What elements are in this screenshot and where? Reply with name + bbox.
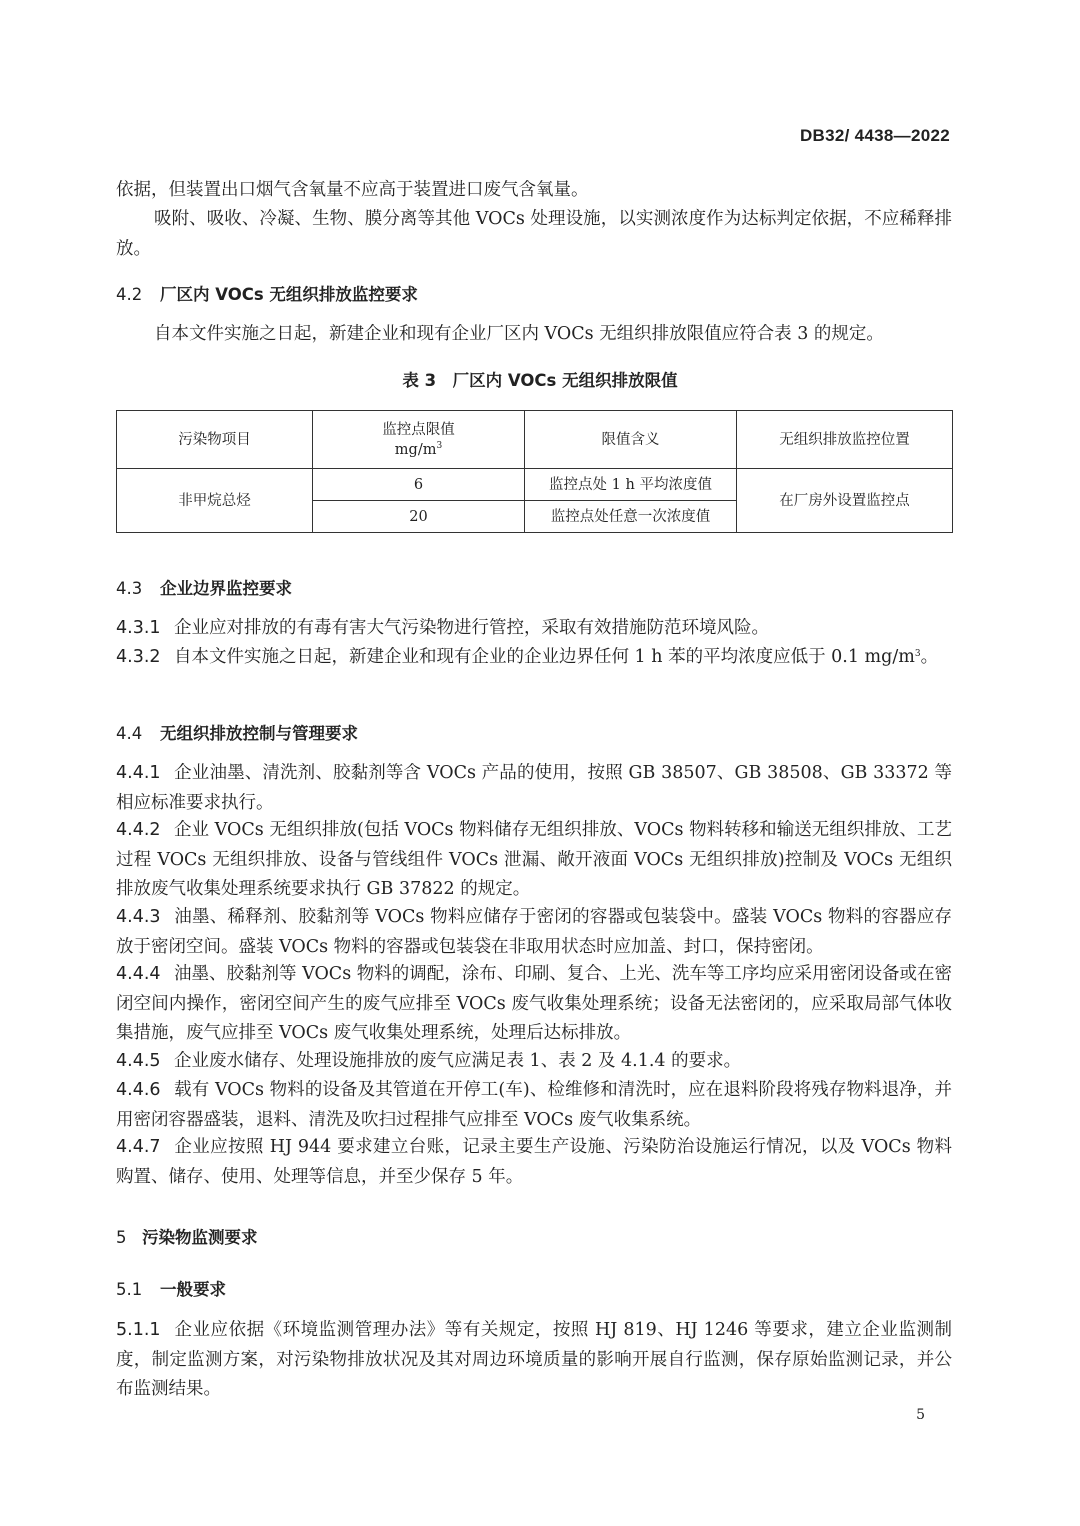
header-pollutant: 污染物项目 — [117, 411, 313, 469]
unit-text: mg/m — [394, 441, 437, 458]
clause-4-3-2 — [116, 643, 952, 673]
page-number: 5 — [916, 1407, 925, 1423]
section-title: 无组织排放控制与管理要求 — [160, 724, 358, 743]
clause-5-1-1 — [116, 1316, 952, 1405]
limit-value-cell: 6 — [313, 469, 525, 501]
clause-text: 企业应按照 HJ 944 要求建立台账，记录主要生产设施、污染防治设施运行情况，以及 VOCs 物料购置、储存、使用、处理等信息，并至少保存 5 年。 — [116, 1137, 952, 1187]
clause-number: 4.4.3 — [116, 907, 161, 927]
header-location: 无组织排放监控位置 — [737, 411, 953, 469]
table-caption: 表 3 厂区内 VOCs 无组织排放限值 — [402, 371, 678, 390]
limit-value-cell: 20 — [313, 501, 525, 533]
section-title: 一般要求 — [160, 1280, 226, 1299]
clause-text: 企业应对排放的有毒有害大气污染物进行管控，采取有效措施防范环境风险。 — [174, 618, 769, 638]
section-4-2-heading — [116, 281, 418, 305]
clause-text: 企业应依据《环境监测管理办法》等有关规定，按照 HJ 819、HJ 1246 等要求，建立企业监测制度，制定监测方案，对污染物排放状况及其对周边环境质量的影响开展自行监测，保存原始监测记录，并公布监测结果。 — [116, 1320, 952, 1399]
section-title: 厂区内 VOCs 无组织排放监控要求 — [160, 285, 418, 304]
section-number: 4.3 — [116, 579, 143, 598]
clause-text: 企业 VOCs 无组织排放(包括 VOCs 物料储存无组织排放、VOCs 物料转移和输送无组织排放、工艺过程 VOCs 无组织排放、设备与管线组件 VOCs 泄漏、敞开液面 VOCs 无组织排放)控制及 VOCs 无组织排放废气收集处理系统要求执行 GB 37822 的规定。 — [116, 820, 952, 899]
clause-4-4-3 — [116, 903, 952, 962]
limit-meaning-cell: 监控点处任意一次浓度值 — [525, 501, 737, 533]
header-limit-unit — [313, 440, 524, 460]
section-number: 4.2 — [116, 285, 143, 304]
location-cell: 在厂房外设置监控点 — [737, 469, 953, 533]
clause-text: 企业油墨、清洗剂、胶黏剂等含 VOCs 产品的使用，按照 GB 38507、GB 38508、GB 33372 等相应标准要求执行。 — [116, 763, 952, 813]
section-number: 5 — [116, 1228, 127, 1247]
section-title: 企业边界监控要求 — [160, 579, 292, 598]
clause-number: 4.3.1 — [116, 618, 161, 638]
section-5-heading — [116, 1224, 258, 1248]
clause-number: 4.4.7 — [116, 1137, 161, 1157]
clause-number: 5.1.1 — [116, 1320, 161, 1340]
clause-number: 4.3.2 — [116, 647, 161, 667]
clause-text: 自本文件实施之日起，新建企业和现有企业的企业边界任何 1 h 苯的平均浓度应低于 0.1 mg/m — [174, 647, 915, 667]
clause-number: 4.4.5 — [116, 1051, 161, 1071]
clause-number: 4.4.2 — [116, 820, 161, 840]
clause-4-4-6 — [116, 1076, 952, 1135]
table-row — [117, 469, 953, 501]
header-limit-label: 监控点限值 — [382, 421, 455, 438]
unit-superscript: 3 — [914, 649, 921, 659]
header-limit — [313, 411, 525, 469]
limit-meaning-cell: 监控点处 1 h 平均浓度值 — [525, 469, 737, 501]
section-4-2-text: 自本文件实施之日起，新建企业和现有企业厂区内 VOCs 无组织排放限值应符合表 3 的规定。 — [154, 324, 884, 344]
clause-number: 4.4.4 — [116, 964, 161, 984]
section-4-4-heading — [116, 720, 358, 744]
clause-4-4-5 — [116, 1047, 952, 1077]
clause-tail: 。 — [920, 647, 939, 667]
clause-text: 企业废水储存、处理设施排放的废气应满足表 1、表 2 及 4.1.4 的要求。 — [174, 1051, 742, 1071]
unit-superscript: 3 — [436, 440, 443, 451]
intro-continuation: 依据，但装置出口烟气含氧量不应高于装置进口废气含氧量。 — [116, 180, 589, 200]
clause-4-4-2 — [116, 816, 952, 905]
emission-limit-table — [116, 410, 953, 533]
clause-number: 4.4.1 — [116, 763, 161, 783]
section-4-3-heading — [116, 575, 292, 599]
section-number: 4.4 — [116, 724, 143, 743]
clause-4-3-1 — [116, 614, 952, 644]
clause-4-4-1 — [116, 759, 952, 818]
pollutant-cell: 非甲烷总烃 — [117, 469, 313, 533]
clause-4-4-4 — [116, 960, 952, 1049]
section-number: 5.1 — [116, 1280, 143, 1299]
clause-text: 载有 VOCs 物料的设备及其管道在开停工(车)、检维修和清洗时，应在退料阶段将残存物料退净，并用密闭容器盛装，退料、清洗及吹扫过程排气应排至 VOCs 废气收集系统。 — [116, 1080, 952, 1130]
header-meaning: 限值含义 — [525, 411, 737, 469]
clause-text: 油墨、胶黏剂等 VOCs 物料的调配，涂布、印刷、复合、上光、洗车等工序均应采用密闭设备或在密闭空间内操作，密闭空间产生的废气应排至 VOCs 废气收集处理系统；设备无法密闭的，应采取局部气体收集措施，废气应排至 VOCs 废气收集处理系统，处理后达标排放。 — [116, 964, 952, 1043]
intro-paragraph: 吸附、吸收、冷凝、生物、膜分离等其他 VOCs 处理设施，以实测浓度作为达标判定依据，不应稀释排放。 — [116, 209, 952, 259]
clause-number: 4.4.6 — [116, 1080, 161, 1100]
clause-text: 油墨、稀释剂、胶黏剂等 VOCs 物料应储存于密闭的容器或包装袋中。盛装 VOCs 物料的容器应存放于密闭空间。盛装 VOCs 物料的容器或包装袋在非取用状态时应加盖、封口，保持密闭。 — [116, 907, 952, 957]
table-header-row — [117, 411, 953, 469]
section-title: 污染物监测要求 — [142, 1228, 258, 1247]
section-5-1-heading — [116, 1276, 226, 1300]
document-number: DB32/ 4438—2022 — [799, 126, 950, 145]
clause-4-4-7 — [116, 1133, 952, 1192]
